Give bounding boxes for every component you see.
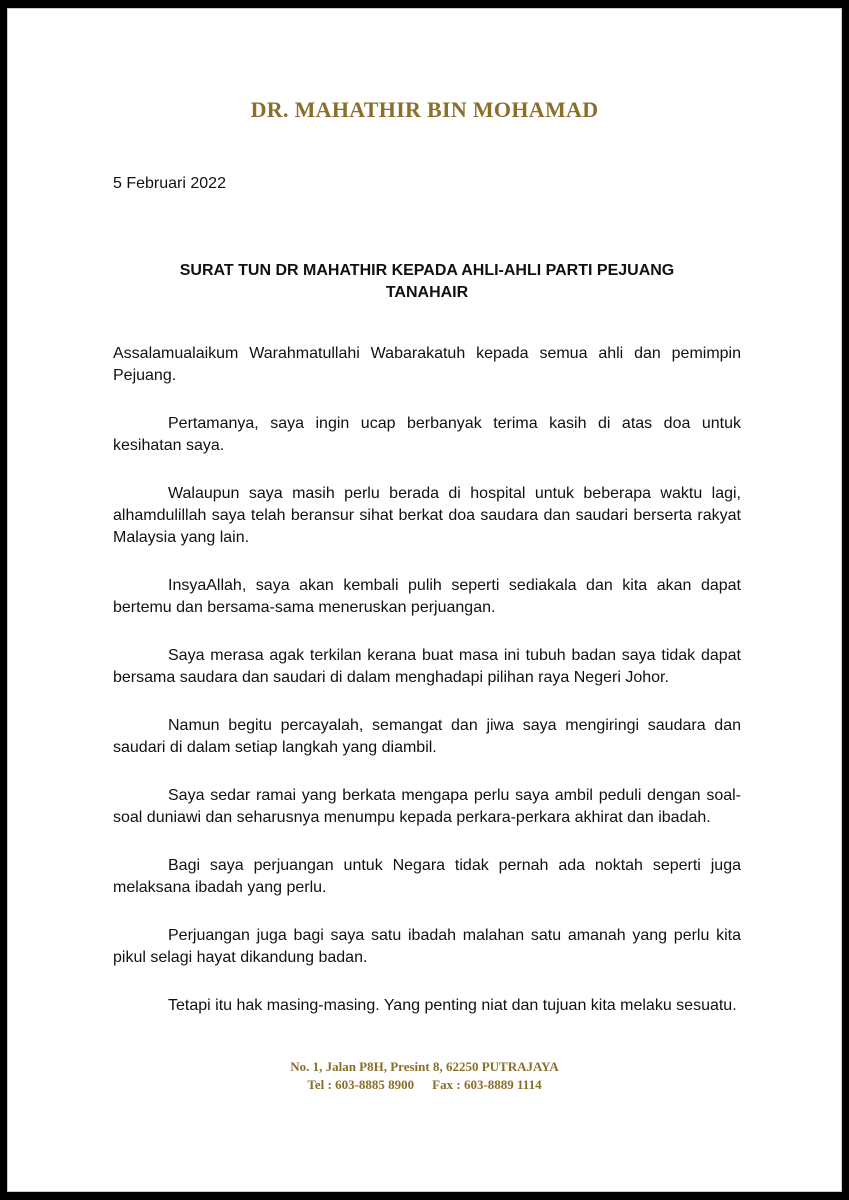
- paragraph: Walaupun saya masih perlu berada di hospital untuk beberapa waktu lagi, alhamdulillah saya telah beransur sihat berkat doa saudara dan saudari berserta rakyat Malaysia yang lain.: [113, 485, 741, 546]
- letter-title-line-1: SURAT TUN DR MAHATHIR KEPADA AHLI-AHLI PARTI PEJUANG: [179, 262, 675, 279]
- letter-body: [113, 343, 741, 1043]
- footer-address: No. 1, Jalan P8H, Presint 8, 62250 PUTRAJAYA: [290, 1059, 559, 1074]
- letterhead-footer: [8, 1058, 841, 1094]
- letter-title-line-2: TANAHAIR: [385, 284, 469, 301]
- paragraph: Saya sedar ramai yang berkata mengapa perlu saya ambil peduli dengan soal-soal duniawi dan seharusnya menumpu kepada perkara-perkara akhirat dan ibadah.: [113, 787, 741, 826]
- footer-contact: [8, 1076, 841, 1094]
- paragraph: Saya merasa agak terkilan kerana buat masa ini tubuh badan saya tidak dapat bersama saudara dan saudari di dalam menghadapi pilihan raya Negeri Johor.: [113, 647, 741, 686]
- paragraph: Bagi saya perjuangan untuk Negara tidak pernah ada noktah seperti juga melaksana ibadah yang perlu.: [113, 857, 741, 896]
- letterhead-name: DR. MAHATHIR BIN MOHAMAD: [250, 97, 599, 122]
- paragraph: Namun begitu percayalah, semangat dan jiwa saya mengiringi saudara dan saudari di dalam setiap langkah yang diambil.: [113, 717, 741, 756]
- paragraph: Pertamanya, saya ingin ucap berbanyak terima kasih di atas doa untuk kesihatan saya.: [113, 415, 741, 454]
- paragraph: Tetapi itu hak masing-masing. Yang penting niat dan tujuan kita melaku sesuatu.: [168, 997, 737, 1014]
- footer-tel: Tel : 603-8885 8900: [307, 1077, 415, 1092]
- paragraph: InsyaAllah, saya akan kembali pulih seperti sediakala dan kita akan dapat bertemu dan bersama-sama meneruskan perjuangan.: [113, 577, 741, 616]
- letter-page: [7, 8, 842, 1192]
- letter-date: 5 Februari 2022: [113, 175, 226, 192]
- letter-title: [113, 260, 741, 304]
- footer-fax: Fax : 603-8889 1114: [432, 1077, 542, 1092]
- paragraph: Perjuangan juga bagi saya satu ibadah malahan satu amanah yang perlu kita pikul selagi hayat dikandung badan.: [113, 927, 741, 966]
- paragraph-greeting: Assalamualaikum Warahmatullahi Wabarakatuh kepada semua ahli dan pemimpin Pejuang.: [113, 345, 741, 384]
